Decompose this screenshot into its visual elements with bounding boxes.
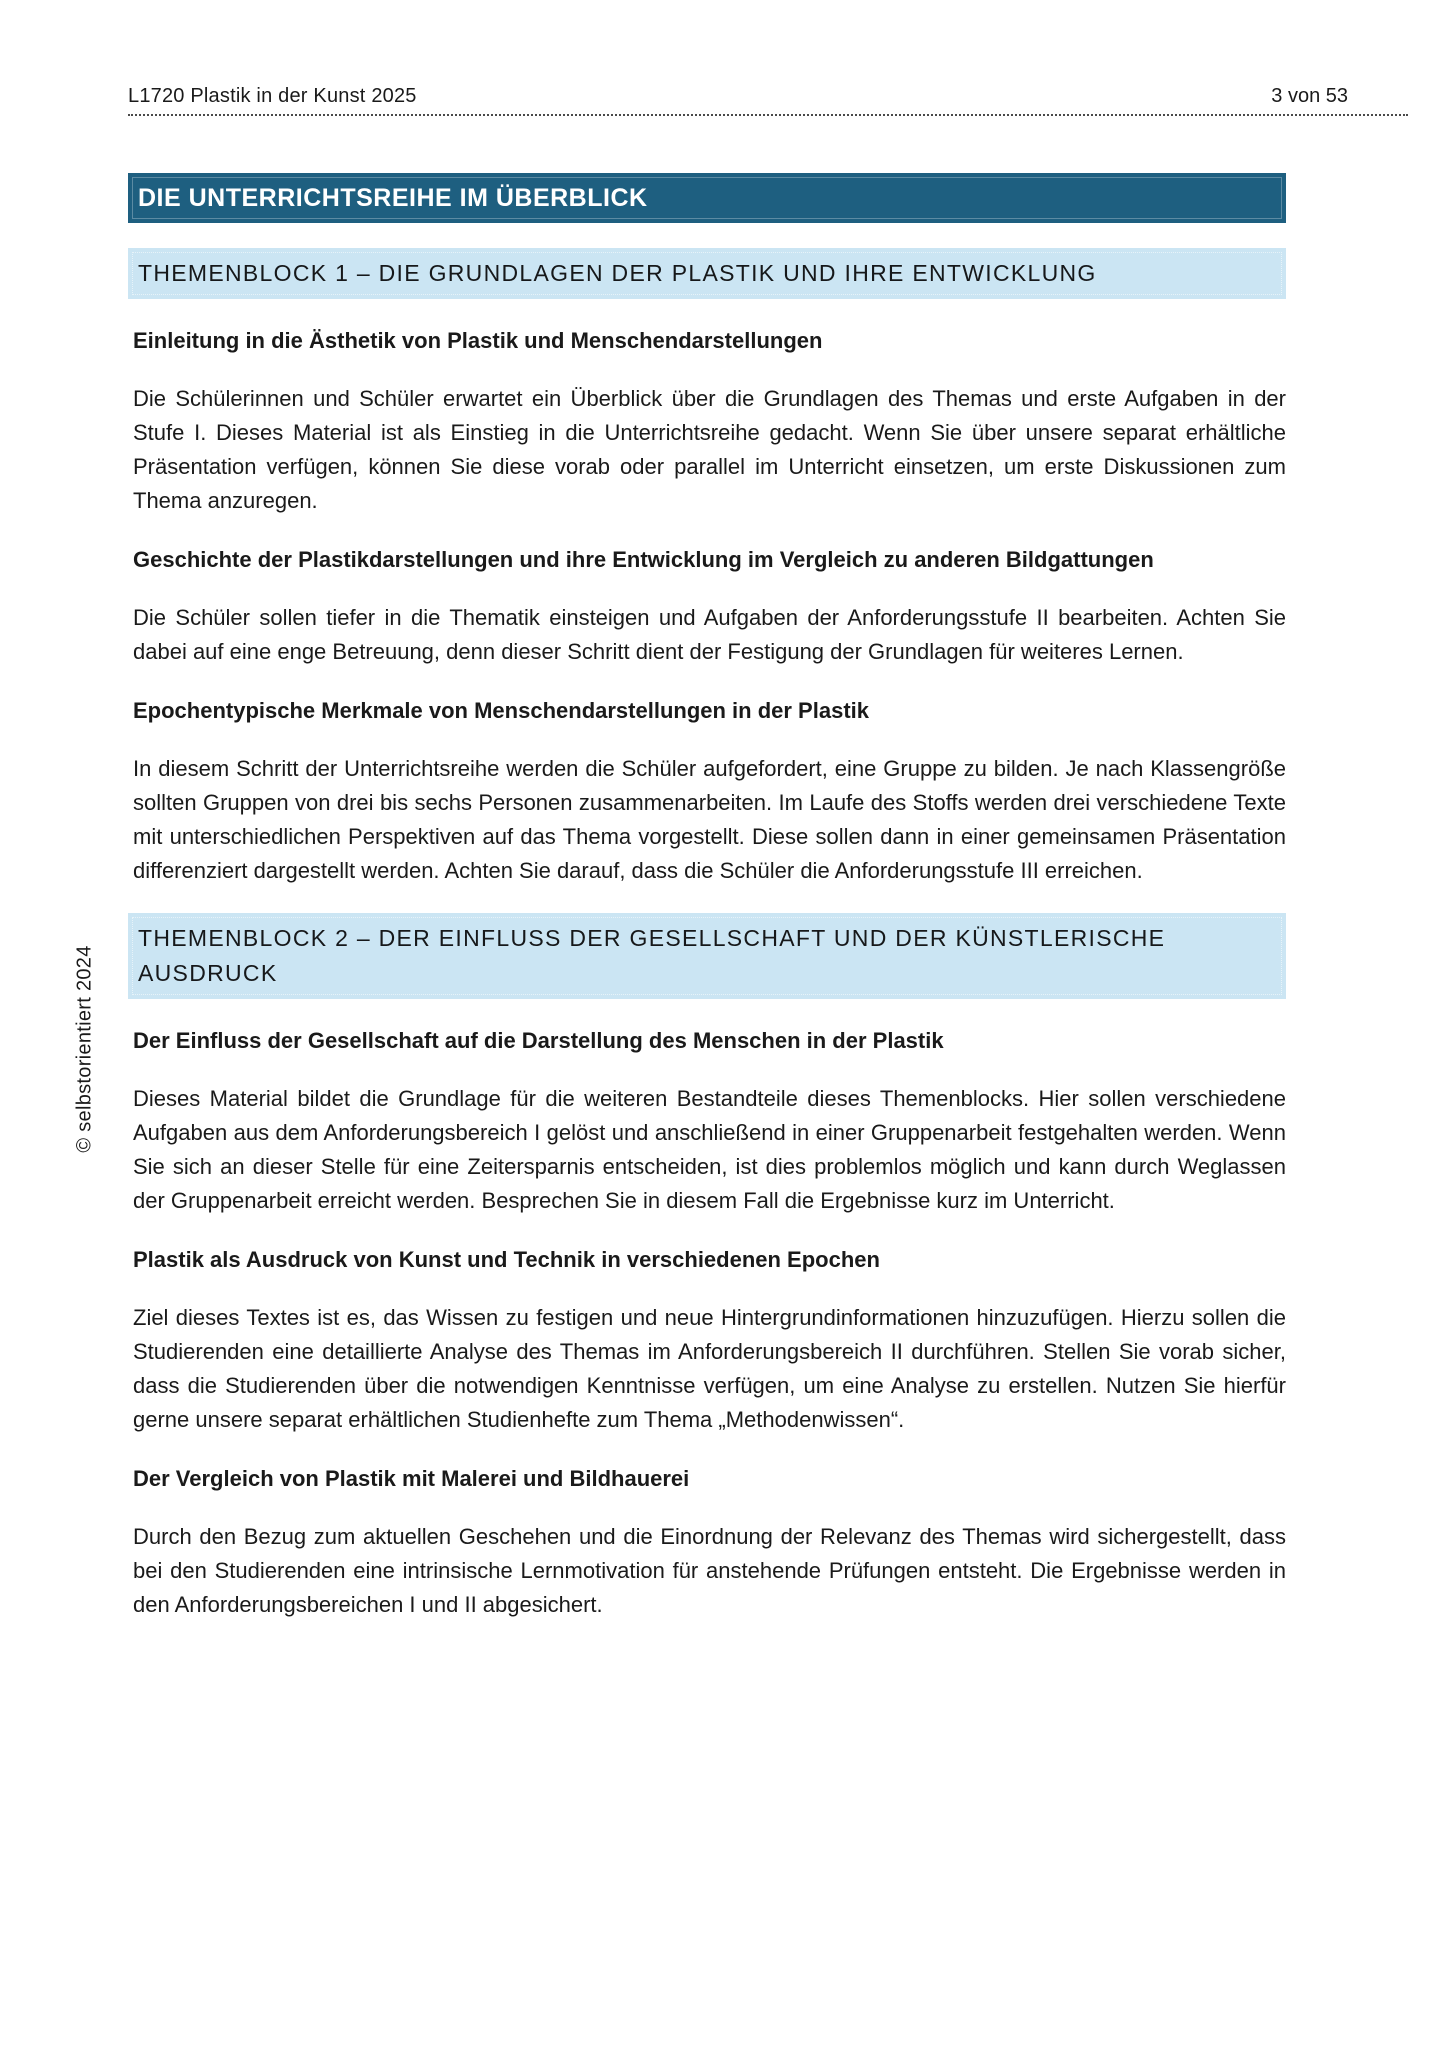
body-paragraph: Durch den Bezug zum aktuellen Geschehen und die Einordnung der Relevanz des Themas wird sichergestellt, dass bei den Studierenden eine intrinsische Lernmotivation für anstehende Prüfungen entsteht. Die Ergebnisse werden in den Anforderungsbereichen I und II abgesichert. bbox=[133, 1524, 1286, 1617]
document-body bbox=[128, 116, 1286, 1622]
section-heading: Der Einfluss der Gesellschaft auf die Darstellung des Menschen in der Plastik bbox=[133, 1028, 944, 1053]
section-heading: Geschichte der Plastikdarstellungen und ihre Entwicklung im Vergleich zu anderen Bildgattungen bbox=[133, 547, 1154, 572]
themenblock-2-banner bbox=[128, 913, 1286, 999]
section-heading: Plastik als Ausdruck von Kunst und Technik in verschiedenen Epochen bbox=[133, 1247, 880, 1272]
section-heading: Epochentypische Merkmale von Menschendarstellungen in der Plastik bbox=[133, 698, 869, 723]
section-heading: Einleitung in die Ästhetik von Plastik und Menschendarstellungen bbox=[133, 328, 823, 353]
copyright-side-note: © selbstorientiert 2024 bbox=[73, 945, 96, 1153]
section-heading: Der Vergleich von Plastik mit Malerei und Bildhauerei bbox=[133, 1466, 690, 1491]
body-paragraph: In diesem Schritt der Unterrichtsreihe werden die Schüler aufgefordert, eine Gruppe zu bilden. Je nach Klassengröße sollten Gruppen von drei bis sechs Personen zusammenarbeiten. Im Laufe des Stoffs werden drei verschiedene Texte mit unterschiedlichen Perspektiven auf das Thema vorgestellt. Diese sollen dann in einer gemeinsamen Präsentation differenziert dargestellt werden. Achten Sie darauf, dass die Schüler die Anforderungsstufe III erreichen. bbox=[133, 756, 1286, 883]
overview-banner-label: DIE UNTERRICHTSREIHE IM ÜBERBLICK bbox=[138, 183, 648, 212]
page-number: 3 von 53 bbox=[1271, 85, 1348, 107]
body-paragraph: Dieses Material bildet die Grundlage für die weiteren Bestandteile dieses Themenblocks. Hier sollen verschiedene Aufgaben aus dem Anforderungsbereich I gelöst und anschließend in einer Gruppenarbeit festgehalten werden. Wenn Sie sich an dieser Stelle für eine Zeitersparnis entscheiden, ist dies problemlos möglich und kann durch Weglassen der Gruppenarbeit erreicht werden. Besprechen Sie in diesem Fall die Ergebnisse kurz im Unterricht. bbox=[133, 1086, 1286, 1213]
themenblock-2-banner-label: THEMENBLOCK 2 – DER EINFLUSS DER GESELLSCHAFT UND DER KÜNSTLERISCHE AUSDRUCK bbox=[138, 925, 1166, 986]
themenblock-1-banner bbox=[128, 248, 1286, 299]
document-code: L1720 Plastik in der Kunst 2025 bbox=[128, 85, 417, 107]
body-paragraph: Die Schülerinnen und Schüler erwartet ein Überblick über die Grundlagen des Themas und erste Aufgaben in der Stufe I. Dieses Material ist als Einstieg in die Unterrichtsreihe gedacht. Wenn Sie über unsere separat erhältliche Präsentation verfügen, können Sie diese vorab oder parallel im Unterricht einsetzen, um erste Diskussionen zum Thema anzuregen. bbox=[133, 386, 1286, 513]
body-paragraph: Die Schüler sollen tiefer in die Thematik einsteigen und Aufgaben der Anforderungsstufe II bearbeiten. Achten Sie dabei auf eine enge Betreuung, denn dieser Schritt dient der Festigung der Grundlagen für weiteres Lernen. bbox=[133, 605, 1286, 664]
overview-banner bbox=[128, 173, 1286, 223]
body-paragraph: Ziel dieses Textes ist es, das Wissen zu festigen und neue Hintergrundinformationen hinzuzufügen. Hierzu sollen die Studierenden eine detaillierte Analyse des Themas im Anforderungsbereich II durchführen. Stellen Sie vorab sicher, dass die Studierenden über die notwendigen Kenntnisse verfügen, um eine Analyse zu erstellen. Nutzen Sie hierfür gerne unsere separat erhältlichen Studienhefte zum Thema „Methodenwissen“. bbox=[133, 1305, 1286, 1432]
page-header bbox=[128, 84, 1408, 116]
themenblock-1-banner-label: THEMENBLOCK 1 – DIE GRUNDLAGEN DER PLASTIK UND IHRE ENTWICKLUNG bbox=[138, 260, 1097, 286]
